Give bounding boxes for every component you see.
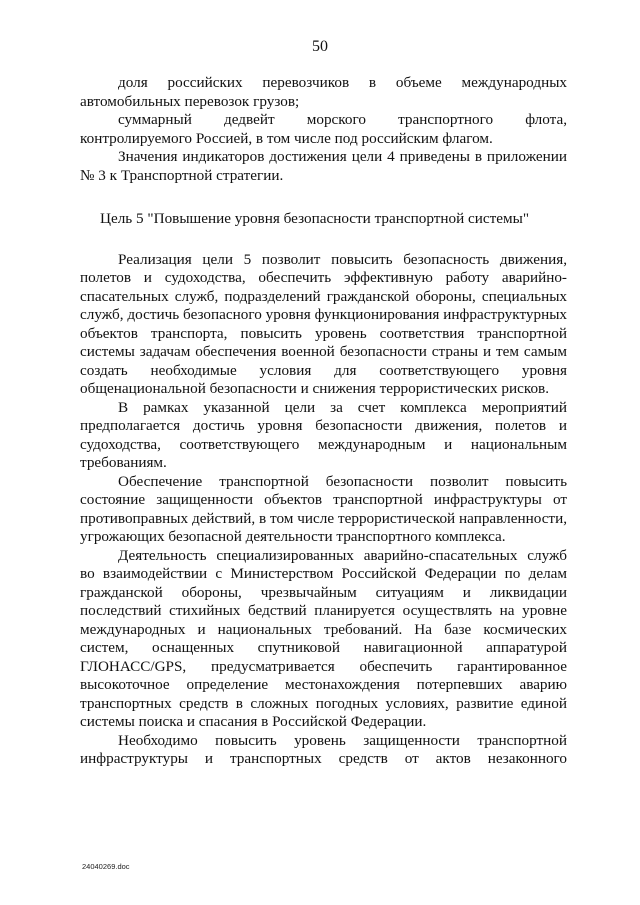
page-number: 50: [312, 38, 328, 55]
footer-filename: 24040269.doc: [82, 862, 130, 871]
paragraph-infrastructure-protection: Необходимо повысить уровень защищенности транспортной инфраструктуры и транспортных средств от актов незаконного: [80, 731, 567, 767]
paragraph-rescue-services: Деятельность специализированных аварийно-спасательных служб во взаимодействии с Министерством Российской Федерации по делам гражданской обороны, чрезвычайным ситуациям и ликвидации последствий стихийных бедствий планируется осуществлять на уровне международных и национальных требований. На базе космических систем, оснащенных спутниковой навигационной аппаратурой ГЛОНАСС/GPS, предусматривается обеспечить гарантированное высокоточное определение местонахождения потерпевших аварию транспортных средств в сложных погодных условиях, развитие единой системы поиска и спасания в Российской Федерации.: [80, 546, 567, 730]
document-body: [80, 74, 567, 769]
paragraph-transport-security: Обеспечение транспортной безопасности позволит повысить состояние защищенности объектов транспортной инфраструктуры от противоправных действий, в том числе террористической направленности, угрожающих безопасной деятельности транспортного комплекса.: [80, 472, 567, 545]
section-heading-goal-5: Цель 5 "Повышение уровня безопасности транспортной системы": [100, 210, 530, 227]
paragraph-indicators: Значения индикаторов достижения цели 4 приведены в приложении № 3 к Транспортной стратегии.: [80, 148, 567, 184]
paragraph-deadweight: суммарный дедвейт морского транспортного флота, контролируемого Россией, в том числе под российским флагом.: [80, 111, 567, 147]
paragraph-safety-level: В рамках указанной цели за счет комплекса мероприятий предполагается достичь уровня безопасности движения, полетов и судоходства, соответствующего международным и национальным требованиям.: [80, 398, 567, 471]
paragraph-goal-5-implementation: Реализация цели 5 позволит повысить безопасность движения, полетов и судоходства, обеспечить эффективную работу аварийно-спасательных служб, подразделений гражданской обороны, специальных служб, достичь безопасного уровня функционирования инфраструктурных объектов транспорта, повысить уровень соответствия транспортной системы задачам обеспечения военной безопасности страны и тем самым создать необходимые условия для соответствующего уровня общенациональной безопасности и снижения террористических рисков.: [80, 250, 567, 397]
paragraph-carrier-share: доля российских перевозчиков в объеме международных автомобильных перевозок грузов;: [80, 74, 567, 110]
